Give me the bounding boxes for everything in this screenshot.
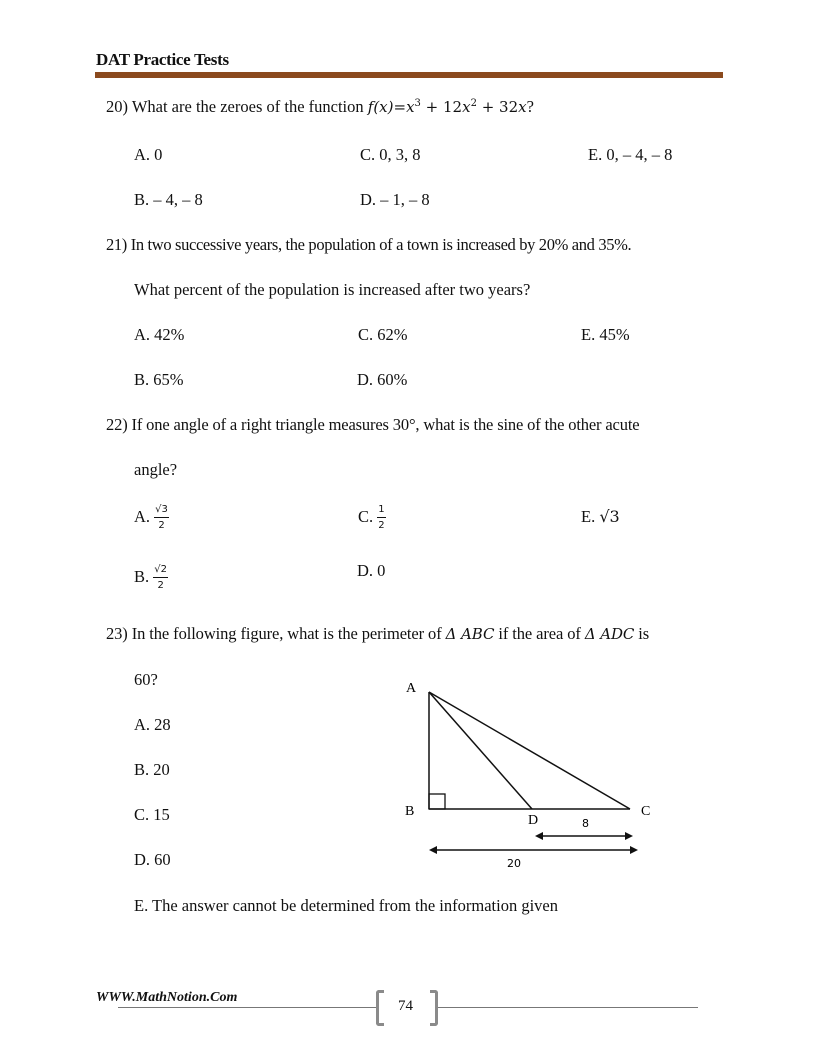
q22-option-e[interactable] — [581, 507, 620, 527]
question-23-line-2: 60? — [134, 670, 158, 689]
question-21-line-2: What percent of the population is increased after two years? — [134, 280, 531, 299]
fraction-numerator: √3 — [154, 505, 169, 518]
question-20-text — [106, 97, 534, 117]
q20-x-2: x — [462, 98, 471, 116]
fraction-denominator: 2 — [157, 580, 164, 591]
segment-ad — [429, 692, 532, 809]
q23-option-e[interactable]: E. The answer cannot be determined from the information given — [134, 896, 558, 915]
question-22-line-2: angle? — [134, 460, 178, 479]
q20-option-e[interactable]: E. 0, – 4, – 8 — [588, 145, 673, 164]
q20-function-name: f(x) — [367, 98, 394, 116]
segment-ac — [429, 692, 630, 809]
q23-option-b[interactable]: B. 20 — [134, 760, 170, 779]
q23-triangle-adc: Δ ADC — [584, 625, 635, 643]
q21-option-e[interactable]: E. 45% — [581, 325, 630, 344]
vertex-label-a: A — [406, 681, 417, 696]
question-23-line-1 — [106, 624, 649, 644]
q21-option-c[interactable]: C. 62% — [358, 325, 408, 344]
q21-option-a[interactable]: A. 42% — [134, 325, 185, 344]
page-header-title: DAT Practice Tests — [96, 50, 229, 69]
bc-length-label: 20 — [507, 857, 521, 870]
q22-option-a[interactable] — [134, 505, 169, 531]
q21-option-d[interactable]: D. 60% — [357, 370, 408, 389]
fraction-denominator: 2 — [378, 520, 385, 531]
q22-option-a-fraction — [154, 505, 169, 531]
q22-option-b-label: B. — [134, 566, 150, 586]
page-bracket-right — [430, 990, 438, 1026]
q22-option-b[interactable] — [134, 565, 168, 591]
q20-question-mark: ? — [526, 97, 534, 116]
page-bracket-left — [376, 990, 384, 1026]
fraction-numerator: √2 — [153, 565, 168, 578]
q22-option-a-label: A. — [134, 506, 151, 526]
q22-option-e-value: √3 — [599, 507, 620, 526]
vertex-label-b: B — [405, 804, 415, 819]
q20-exp-2: 2 — [470, 98, 477, 109]
right-angle-marker — [429, 794, 445, 809]
q20-option-b[interactable]: B. – 4, – 8 — [134, 190, 203, 209]
q22-option-d[interactable]: D. 0 — [357, 561, 386, 580]
q23-option-c[interactable]: C. 15 — [134, 805, 170, 824]
q22-option-c-label: C. — [358, 506, 374, 526]
dc-length-label: 8 — [582, 817, 589, 830]
vertex-label-d: D — [528, 813, 539, 828]
q20-exp-3: 3 — [414, 98, 421, 109]
q20-option-c[interactable]: C. 0, 3, 8 — [360, 145, 421, 164]
q22-option-e-label: E. — [581, 507, 596, 526]
question-21-line-1: 21) In two successive years, the population of a town is increased by 20% and 35%. — [106, 235, 632, 254]
footer-website[interactable]: WWW.MathNotion.Com — [96, 990, 238, 1005]
q20-equals: = — [393, 98, 407, 116]
q23-middle: if the area of — [494, 624, 585, 643]
q21-option-b[interactable]: B. 65% — [134, 370, 184, 389]
q20-plus-12: + 12 — [420, 98, 463, 116]
q23-triangle-abc: Δ ABC — [445, 625, 495, 643]
header-rule — [95, 72, 723, 78]
question-20-prefix: 20) What are the zeroes of the function — [106, 97, 368, 116]
q20-plus-32: + 32 — [476, 98, 519, 116]
q20-x-1: x — [406, 98, 415, 116]
page-number: 74 — [398, 998, 413, 1014]
q22-option-b-fraction — [153, 565, 168, 591]
fraction-denominator: 2 — [158, 520, 165, 531]
q20-x-3: x — [518, 98, 527, 116]
q20-option-a[interactable]: A. 0 — [134, 145, 163, 164]
vertex-label-c: C — [641, 804, 651, 819]
q20-option-d[interactable]: D. – 1, – 8 — [360, 190, 430, 209]
q23-suffix: is — [634, 624, 650, 643]
q22-option-c-fraction — [377, 505, 385, 531]
q22-option-c[interactable] — [358, 505, 386, 531]
q23-option-d[interactable]: D. 60 — [134, 850, 171, 869]
q23-prefix: 23) In the following figure, what is the perimeter of — [106, 624, 446, 643]
question-22-line-1: 22) If one angle of a right triangle measures 30°, what is the sine of the other acute — [106, 415, 640, 434]
q23-option-a[interactable]: A. 28 — [134, 715, 171, 734]
fraction-numerator: 1 — [377, 505, 385, 518]
triangle-figure — [396, 672, 656, 872]
